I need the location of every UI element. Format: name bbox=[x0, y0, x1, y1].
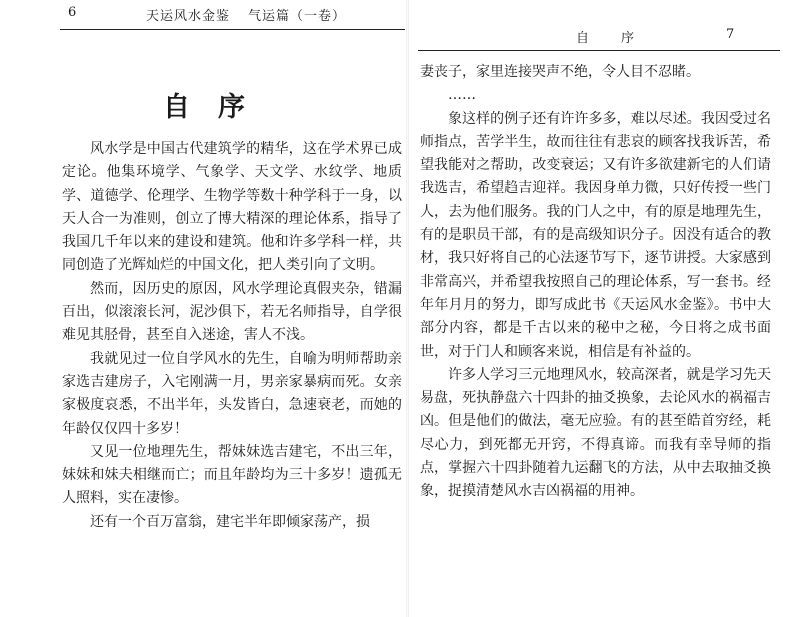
right-page bbox=[408, 0, 793, 617]
left-body-text bbox=[62, 138, 402, 534]
running-section-title: 气运篇（一卷） bbox=[248, 9, 347, 24]
page-title: 自序 bbox=[163, 92, 273, 123]
left-page-number: 6 bbox=[68, 5, 77, 20]
paragraph: 然而，因历史的原因，风水学理论真假夹杂，错漏百出，似滚滚长河，泥沙俱下，若无名师指导，自学很难见其胫骨，甚至自入迷途，害人不浅。 bbox=[62, 280, 402, 344]
right-page-number: 7 bbox=[726, 27, 735, 42]
running-book-title: 天运风水金鉴 bbox=[146, 9, 231, 24]
paragraph: 许多人学习三元地理风水，较高深者，就是学习先天易盘，死执静盘六十四卦的抽爻换象，去论风水的祸福吉凶。但是他们的做法，毫无应验。有的甚至皓首穷经，耗尽心力，到死都无开窍，不得真谛。而我有幸导师的指点，掌握六十四卦随着九运翻飞的方法，从中去取抽爻换象，捉摸清楚风水吉凶祸福的用神。 bbox=[420, 366, 771, 500]
ellipsis-line: …… bbox=[448, 87, 476, 104]
paragraph: 又见一位地理先生，帮妹妹选吉建宅，不出三年，妹妹和妹夫相继而亡；而且年龄均为三十多岁！遗孤无人照料，实在凄惨。 bbox=[62, 443, 402, 507]
right-running-title: 自 序 bbox=[576, 31, 637, 46]
paragraph: 妻丧子，家里连接哭声不绝，令人目不忍睹。 bbox=[420, 64, 700, 80]
paragraph: 风水学是中国古代建筑学的精华，这在学术界已成定论。他集环境学、气象学、天文学、水纹学、地质学、道德学、伦理学、生物学等数十种学科于一身，以天人合一为准则，创立了博大精深的理论体系，指导了我国几千年以来的建设和建筑。他和许多学科一样，共同创造了光辉灿烂的中国文化，把人类引向了文明。 bbox=[62, 141, 402, 274]
right-body-text bbox=[420, 61, 771, 504]
right-header-rule bbox=[418, 50, 780, 51]
left-header-rule bbox=[60, 29, 405, 30]
paragraph: 我就见过一位自学风水的先生，自喻为明师帮助亲家选吉建房子，入宅刚满一月，男亲家暴病而死。女亲家极度哀悉，不出半年，头发皆白，急速衰老，而她的年龄仅仅四十多岁！ bbox=[62, 350, 402, 437]
paragraph: 还有一个百万富翁，建宅半年即倾家荡产，损 bbox=[90, 513, 370, 530]
paragraph: 象这样的例子还有许许多多，难以尽述。我因受过名师指点，苦学半生，故而往往有悲哀的顾客找我诉苦，希望我能对之帮助，改变衰运；又有许多欲建新宅的人们请我选吉，希望趋吉迎祥。我因身单力微，只好传授一些门人，去为他们服务。我的门人之中，有的原是地理先生，有的是职员干部，有的是高级知识分子。因没有适合的教材，我只好将自己的心法逐节写下，逐节讲授。大家感到非常高兴，并希望我按照自己的理论体系，写一套书。经年年月月的努力，即写成此书《天运风水金鉴》。书中大部分内容，都是千古以来的秘中之秘，今日将之成书面世，对于门人和顾客来说，相信是有补益的。 bbox=[420, 110, 771, 360]
